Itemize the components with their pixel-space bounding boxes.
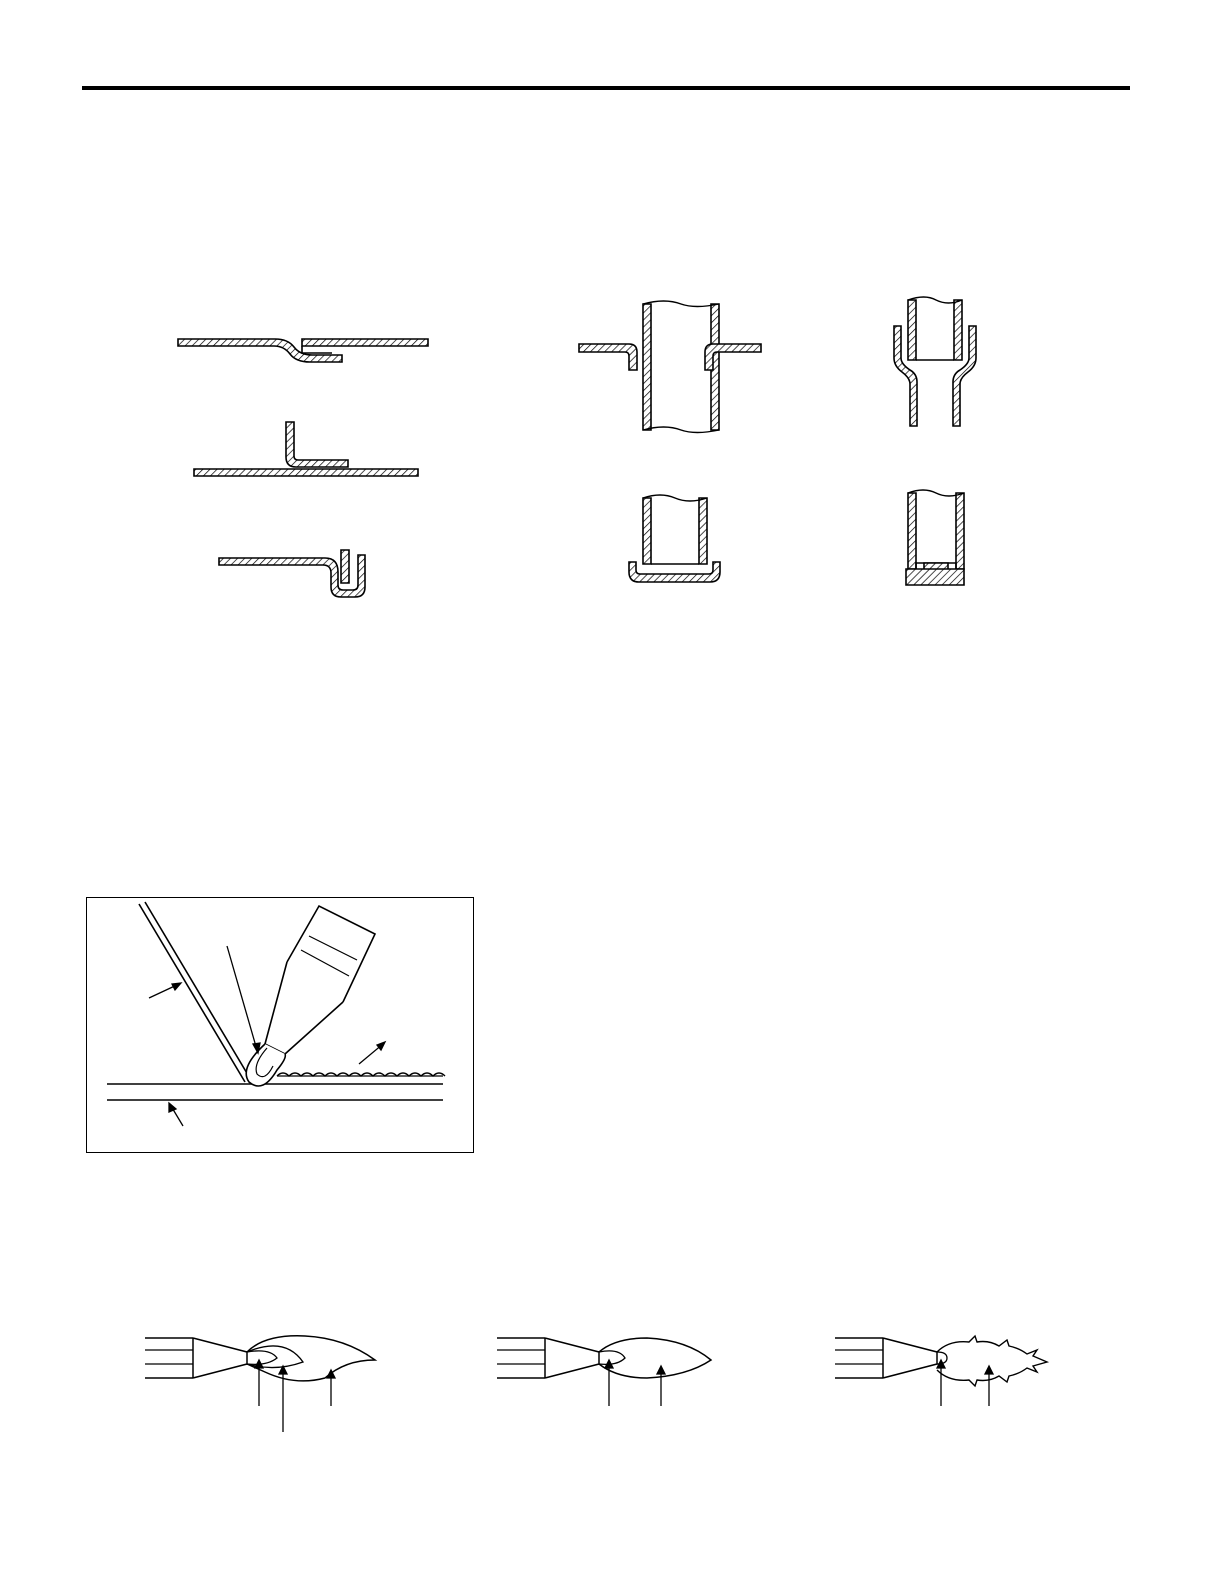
brazing-illustration-frame: [86, 897, 474, 1153]
torch-tip: [545, 1338, 599, 1378]
folded-seam-figure: [215, 545, 385, 605]
outer-envelope: [599, 1338, 711, 1378]
filler-rod-line-a: [139, 904, 245, 1082]
oxidizing-flame-figure: [835, 1330, 1060, 1410]
torch-tip: [193, 1338, 247, 1378]
plugged-tube-joint-figure: [900, 485, 975, 590]
carburizing-flame-figure: [145, 1330, 385, 1440]
flanged-tube-joint-figure: [575, 296, 765, 436]
cone-leader: [227, 946, 257, 1050]
lap-joint-figure: [170, 325, 440, 370]
expanded-tube-joint-figure: [890, 290, 980, 430]
inner-cone: [247, 1351, 277, 1365]
neutral-flame-figure: [497, 1330, 717, 1410]
filler-rod-line-b: [145, 902, 251, 1080]
header-rule: [82, 86, 1130, 90]
outer-envelope: [937, 1336, 1047, 1386]
brazed-bead: [277, 1073, 445, 1076]
inner-cone: [599, 1351, 625, 1365]
outer-envelope: [247, 1336, 375, 1381]
torch-body: [287, 906, 375, 1002]
brazing-illustration: [87, 898, 475, 1154]
torch-tip: [883, 1338, 937, 1378]
torch-tip: [265, 962, 343, 1054]
capped-tube-joint-figure: [625, 490, 720, 590]
angle-joint-figure: [190, 418, 425, 486]
